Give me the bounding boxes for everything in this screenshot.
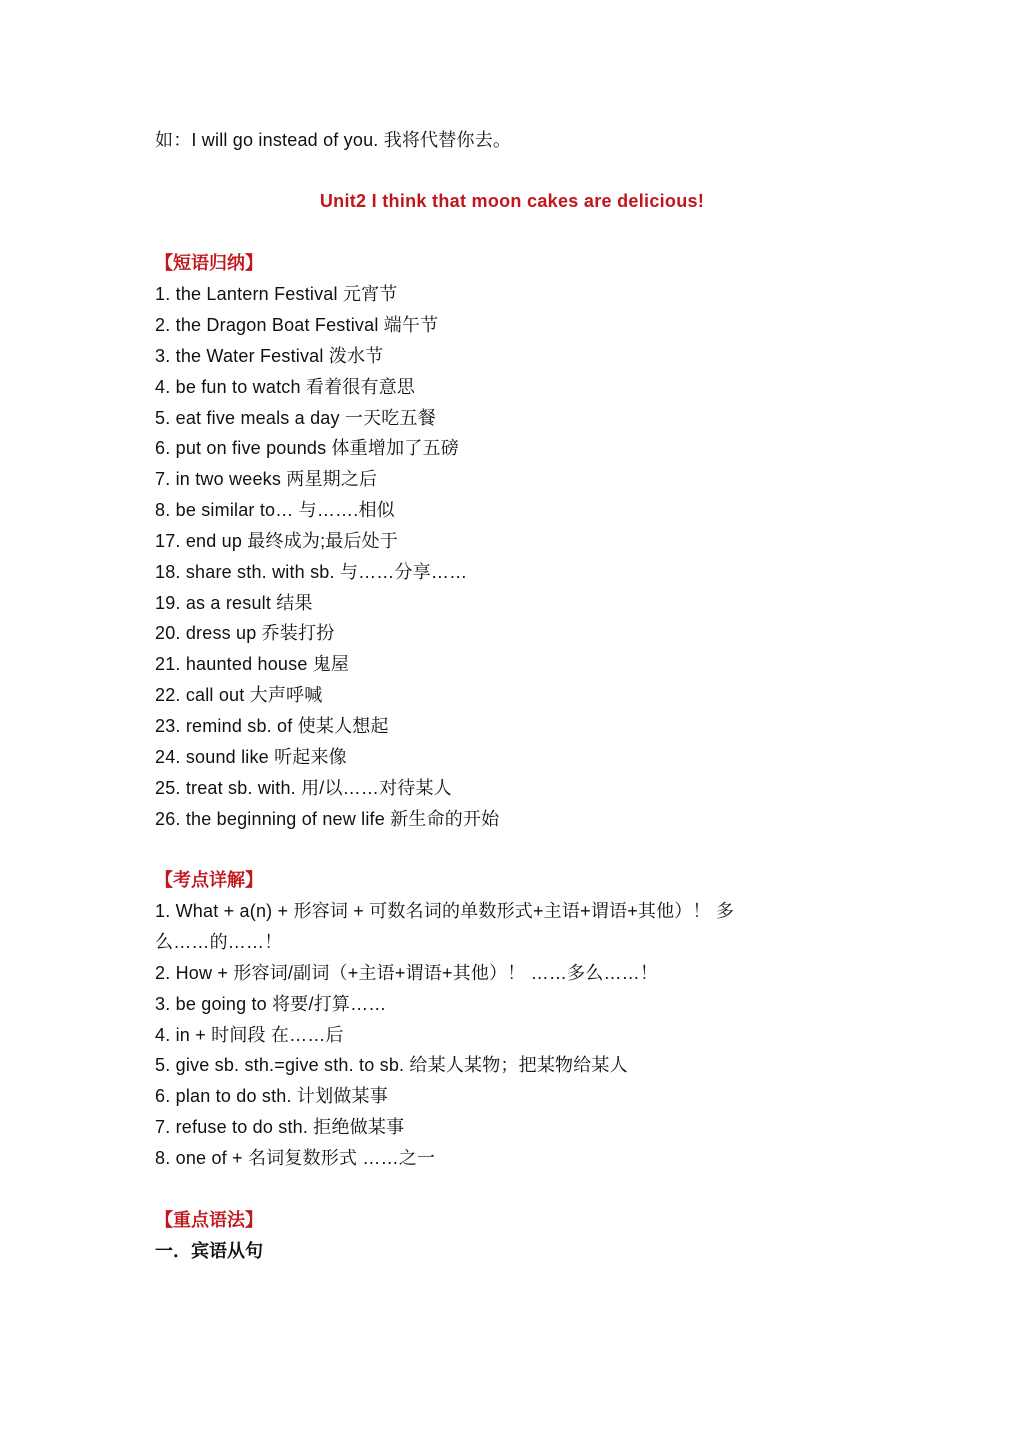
unit-title: Unit2 I think that moon cakes are delicious!: [319, 191, 705, 211]
phrase-item: 3. the Water Festival 泼水节: [155, 346, 384, 366]
phrase-item: 17. end up 最终成为;最后处于: [155, 531, 399, 551]
phrases-heading: 【短语归纳】: [155, 253, 263, 273]
key-point-item: 4. in + 时间段 在……后: [155, 1025, 344, 1045]
phrase-item: 5. eat five meals a day 一天吃五餐: [155, 408, 436, 428]
phrase-item: 22. call out 大声呼喊: [155, 685, 323, 705]
phrase-item: 2. the Dragon Boat Festival 端午节: [155, 315, 439, 335]
phrase-item: 6. put on five pounds 体重增加了五磅: [155, 438, 459, 458]
key-point-item: 6. plan to do sth. 计划做某事: [155, 1086, 388, 1106]
phrase-item: 19. as a result 结果: [155, 593, 313, 613]
key-points-heading: 【考点详解】: [155, 870, 263, 890]
phrase-item: 7. in two weeks 两星期之后: [155, 469, 378, 489]
key-point-item: 5. give sb. sth.=give sth. to sb. 给某人某物；把某物给某人: [155, 1055, 628, 1075]
key-point-item: 2. How + 形容词/副词（+主语+谓语+其他）！ ……多么……！: [155, 963, 659, 983]
key-point-item: 8. one of + 名词复数形式 ……之一: [155, 1148, 436, 1168]
phrase-item: 4. be fun to watch 看着很有意思: [155, 377, 416, 397]
intro-example: 如：I will go instead of you. 我将代替你去。: [155, 130, 512, 150]
key-point-item: 么……的……！: [155, 932, 283, 952]
phrase-item: 8. be similar to… 与…….相似: [155, 500, 395, 520]
phrase-item: 20. dress up 乔装打扮: [155, 623, 335, 643]
phrase-item: 26. the beginning of new life 新生命的开始: [155, 809, 500, 829]
phrase-item: 24. sound like 听起来像: [155, 747, 347, 767]
grammar-heading: 【重点语法】: [155, 1210, 263, 1230]
key-point-item: 3. be going to 将要/打算……: [155, 994, 387, 1014]
phrase-item: 1. the Lantern Festival 元宵节: [155, 284, 398, 304]
phrase-item: 23. remind sb. of 使某人想起: [155, 716, 389, 736]
phrase-item: 21. haunted house 鬼屋: [155, 654, 350, 674]
phrase-item: 18. share sth. with sb. 与……分享……: [155, 562, 468, 582]
grammar-subheading: 一．宾语从句: [155, 1241, 263, 1261]
key-point-item: 7. refuse to do sth. 拒绝做某事: [155, 1117, 405, 1137]
key-point-item: 1. What + a(n) + 形容词 + 可数名词的单数形式+主语+谓语+其他）！ 多: [155, 901, 735, 921]
phrase-item: 25. treat sb. with. 用/以……对待某人: [155, 778, 452, 798]
